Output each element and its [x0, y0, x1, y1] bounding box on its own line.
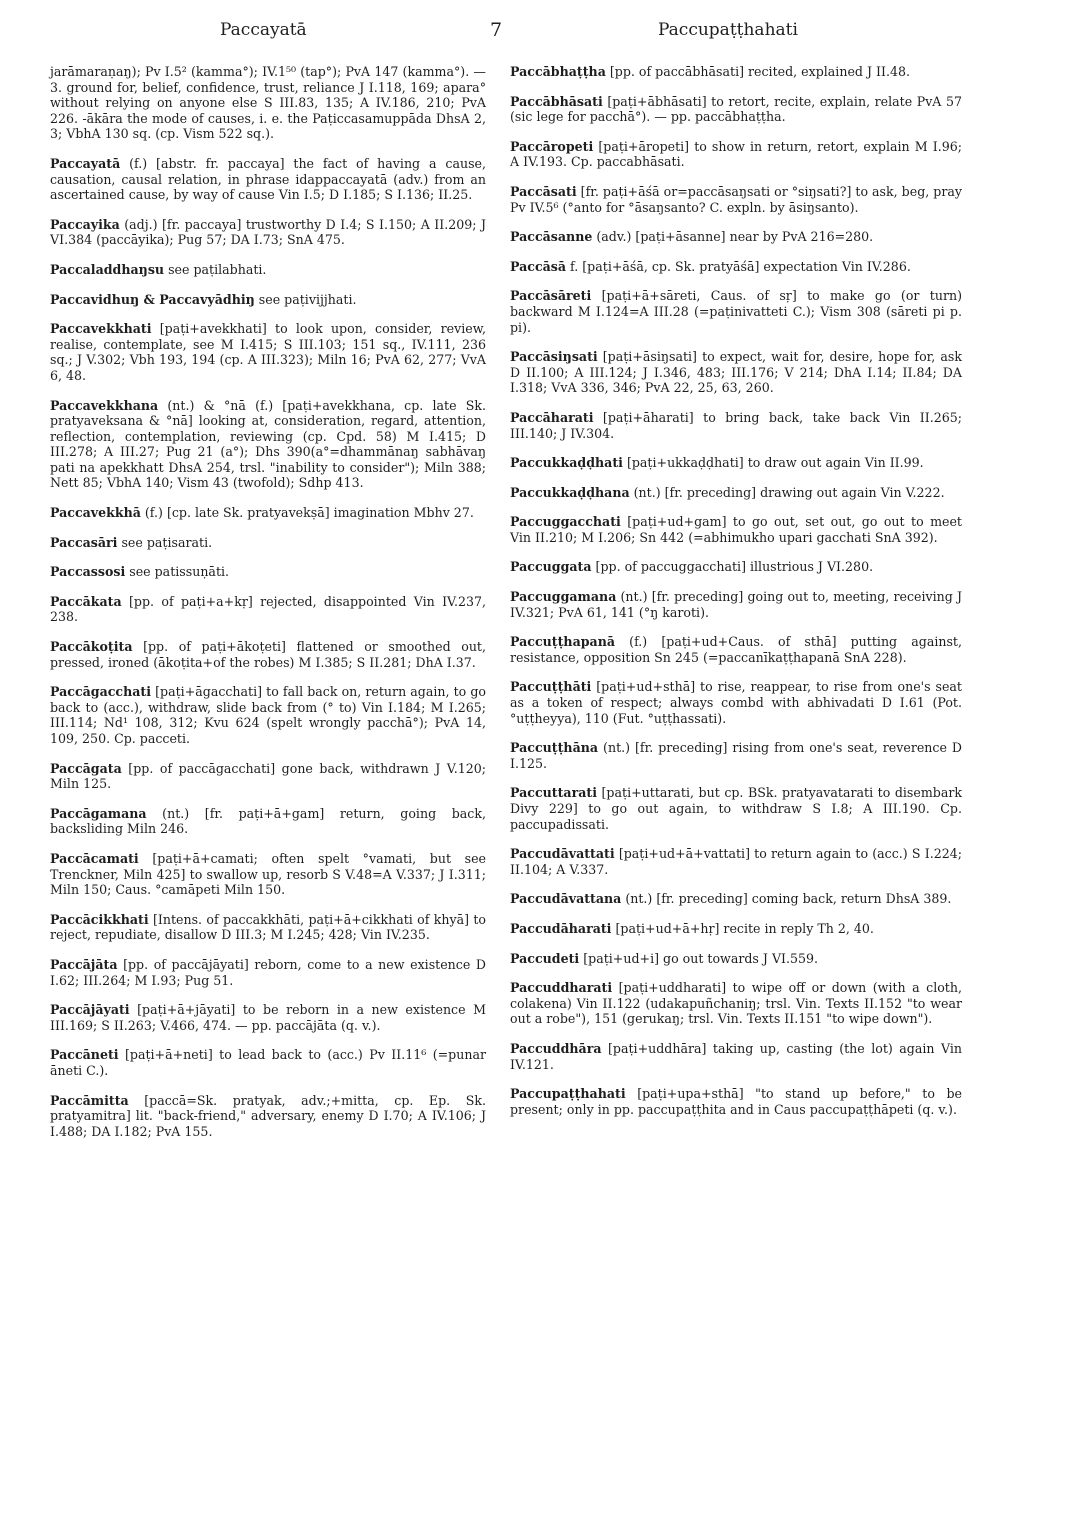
entry-definition: [Intens. of paccakkhāti, paṭi+ā+cikkhati of khyā] to reject, repudiate, disallow D III.3; M I.245; 428; Vin IV.235.	[50, 911, 486, 943]
entry-definition: [pp. of paccuggacchati] illustrious J VI.280.	[591, 559, 874, 575]
headword: Paccākata	[50, 593, 122, 609]
dictionary-entry	[50, 1093, 486, 1140]
page-number: 7	[490, 19, 503, 41]
entry-definition: [paṭi+ā+sāreti, Caus. of sṛ] to make go (or turn) backward M I.124=A III.28 (=paṭinivatteti C.); Vism 308 (sāreti pi p. pi).	[510, 288, 962, 335]
headword: Paccāsanne	[510, 229, 593, 245]
headword: Paccāneti	[50, 1047, 119, 1063]
headword: Paccākoṭita	[50, 639, 133, 655]
entry-definition: [paṭi+uttarati, but cp. BSk. pratyavatarati to disembark Divy 229] to go out again, to withdraw S I.8; A III.190. Cp. paccupadissati.	[510, 785, 962, 832]
dictionary-entry	[510, 485, 962, 501]
dictionary-entry	[50, 912, 486, 943]
headword: Paccukkaḍḍhana	[510, 484, 630, 500]
headword: Paccudāvattati	[510, 846, 615, 862]
headword: Paccuttarati	[510, 785, 597, 801]
headword: Paccaladdhaŋsu	[50, 261, 165, 277]
headword: Paccāgacchati	[50, 684, 152, 700]
headword: Paccājāyati	[50, 1002, 130, 1018]
entry-definition: [paṭi+ud+ā+hṛ] recite in reply Th 2, 40.	[611, 920, 874, 936]
headword: Paccavekkhā	[50, 505, 141, 521]
dictionary-entry	[50, 1002, 486, 1033]
dictionary-entry	[50, 639, 486, 670]
dictionary-entry	[510, 1041, 962, 1072]
dictionary-entry	[50, 1047, 486, 1078]
entry-definition: [paṭi+upa+sthā] "to stand up before," to be present; only in pp. paccupaṭṭhita and in Caus paccupaṭṭhāpeti (q. v.).	[510, 1086, 962, 1117]
entry-definition: [paṭi+ud+i] go out towards J VI.559.	[579, 950, 819, 966]
headword: Paccāmitta	[50, 1092, 129, 1108]
headword: Paccābhāsati	[510, 93, 603, 109]
headword: Paccavekkhati	[50, 321, 152, 337]
entry-definition: [paṭi+ukkaḍḍhati] to draw out again Vin II.99.	[622, 455, 924, 471]
entry-definition: (nt.) [fr. preceding] going out to, meeting, receiving J IV.321; PvA 61, 141 (°ŋ karoti).	[510, 589, 962, 620]
dictionary-entry	[50, 217, 486, 248]
entry-definition: (nt.) & °nā (f.) [paṭi+avekkhana, cp. late Sk. pratyaveksana & °nā] looking at, consideration, regard, attention, reflection, contemplation, reviewing (cp. Cpd. 58) M I.415; D III.278; A III.27; Pug 21 (a°); Dhs 390(a°=dhammānaŋ sabhāvaŋ pati na apekkhatt DhsA 254, trsl. "inability to consider"); Miln 388; Nett 85; VbhA 140; Vism 43 (twofold); Sdhp 413.	[50, 397, 486, 491]
entry-definition: [pp. of paṭi+ākoṭeti] flattened or smoothed out, pressed, ironed (ākoṭita+of the robes) M I.385; S II.281; DhA I.37.	[50, 639, 486, 670]
dictionary-entry	[510, 410, 962, 441]
continued-entry: jarāmaraṇaŋ); Pv I.5² (kamma°); IV.1⁵⁰ (tap°); PvA 147 (kamma°). — 3. ground for, belief, confidence, trust, reliance J I.118, 169; apara° without relying on anyone else S III.83, 135; A IV.186, 210; PvA 226. -ākāra the mode of causes, i. e. the Paṭiccasamuppāda DhsA 2, 3; VbhA 130 sq. (cp. Vism 522 sq.).	[50, 64, 486, 142]
dictionary-entry	[510, 634, 962, 665]
entry-definition: [paṭi+ābhāsati] to retort, recite, explain, relate PvA 57 (sic lege for pacchā°). — pp. paccābhaṭṭha.	[510, 93, 962, 125]
headword: Paccayatā	[50, 155, 121, 171]
entry-definition: (nt.) [fr. preceding] rising from one's seat, reverence D I.125.	[510, 740, 962, 771]
entry-definition: see patissuṇāti.	[125, 564, 230, 580]
dictionary-entry	[510, 514, 962, 545]
running-head-left: Paccayatā	[220, 20, 307, 40]
entry-definition: (f.) [cp. late Sk. pratyavekṣā] imagination Mbhv 27.	[140, 505, 474, 521]
headword: Paccuṭṭhāti	[510, 679, 592, 695]
headword: Paccuggata	[510, 559, 592, 575]
headword: Paccuṭṭhāna	[510, 740, 599, 756]
dictionary-entry	[510, 891, 962, 907]
dictionary-entry	[50, 505, 486, 521]
dictionary-entry	[50, 761, 486, 792]
headword: Paccuggamana	[510, 589, 617, 605]
entry-definition: see paṭisarati.	[117, 534, 213, 550]
headword: Paccudāharati	[510, 920, 612, 936]
headword: Paccayika	[50, 216, 120, 232]
dictionary-entry	[510, 559, 962, 575]
entry-definition: (nt.) [fr. preceding] drawing out again Vin V.222.	[629, 484, 945, 500]
entry-definition: [paṭi+āropeti] to show in return, retort, explain M I.96; A IV.193. Cp. paccabhāsati.	[510, 138, 962, 170]
dictionary-entry	[510, 229, 962, 245]
entry-definition: f. [paṭi+āśā, cp. Sk. pratyāśā] expectation Vin IV.286.	[566, 258, 911, 274]
headword: Paccāsā	[510, 258, 567, 274]
entry-definition: (adv.) [paṭi+āsanne] near by PvA 216=280.	[592, 229, 874, 245]
dictionary-entry	[50, 594, 486, 625]
dictionary-entry	[510, 64, 962, 80]
entry-definition: [paṭi+āharati] to bring back, take back Vin II.265; III.140; J IV.304.	[510, 409, 962, 441]
dictionary-entry	[510, 921, 962, 937]
entry-definition: [paṭi+ā+neti] to lead back to (acc.) Pv II.11⁶ (=punar āneti C.).	[50, 1047, 486, 1078]
dictionary-entry	[510, 288, 962, 335]
dictionary-entry	[510, 139, 962, 170]
dictionary-entry	[50, 806, 486, 837]
headword: Paccasāri	[50, 534, 118, 550]
dictionary-entry	[510, 349, 962, 396]
entry-definition: [pp. of paccāgacchati] gone back, withdrawn J V.120; Miln 125.	[50, 760, 486, 792]
headword: Paccāsati	[510, 183, 577, 199]
dictionary-entry	[510, 184, 962, 215]
headword: Paccukkaḍḍhati	[510, 455, 623, 471]
headword: Paccābhaṭṭha	[510, 64, 606, 79]
dictionary-entry	[510, 455, 962, 471]
headword: Paccāsiŋsati	[510, 349, 598, 365]
dictionary-entry	[50, 851, 486, 898]
headword: Paccāropeti	[510, 138, 594, 154]
entry-definition: [paṭi+ā+camati; often spelt °vamati, but see Trenckner, Miln 425] to swallow up, resorb S V.48=A V.337; J I.311; Miln 150; Caus. °camāpeti Miln 150.	[50, 850, 486, 898]
headword: Paccudeti	[510, 950, 580, 966]
dictionary-entry	[50, 321, 486, 383]
entry-definition: [paṭi+avekkhati] to look upon, consider, review, realise, contemplate, see M I.415; S III.103; 151 sq., IV.111, 236 sq.; J V.302; Vbh 193, 194 (cp. A III.323); Miln 16; PvA 62, 277; VvA 6, 48.	[50, 321, 486, 383]
entry-definition: [fr. paṭi+āśā or=paccāsaŋsati or °siŋsati?] to ask, beg, pray Pv IV.5⁶ (°anto for °āsaŋsanto? C. expln. by āsiŋsanto).	[510, 183, 962, 215]
headword: Paccāgamana	[50, 805, 147, 821]
dictionary-entry	[50, 957, 486, 988]
dictionary-entry	[510, 740, 962, 771]
entry-definition: (nt.) [fr. paṭi+ā+gam] return, going back, backsliding Miln 246.	[50, 805, 486, 837]
headword: Paccavidhuŋ & Paccavyādhiŋ	[50, 291, 255, 307]
headword: Paccudāvattana	[510, 891, 622, 907]
dictionary-entry	[510, 785, 962, 832]
dictionary-entry	[50, 535, 486, 551]
running-head-right: Paccupaṭṭhahati	[658, 20, 798, 40]
entry-definition: [pp. of paccābhāsati] recited, explained J II.48.	[605, 64, 910, 79]
dictionary-entry	[50, 156, 486, 203]
entry-definition: [paṭi+ā+jāyati] to be reborn in a new existence M III.169; S II.263; V.466, 474. — pp. paccājāta (q. v.).	[50, 1002, 486, 1033]
entry-definition: [paṭi+uddhāra] taking up, casting (the lot) again Vin IV.121.	[510, 1040, 962, 1072]
dictionary-entry	[50, 262, 486, 278]
dictionary-entry	[50, 564, 486, 580]
left-column	[50, 64, 486, 1153]
entry-definition: [paccā=Sk. pratyak, adv.;+mitta, cp. Ep. Sk. pratyamitra] lit. "back-friend," adversary, enemy D I.70; A IV.106; J I.488; DA I.182; PvA 155.	[50, 1092, 486, 1139]
headword: Paccavekkhana	[50, 397, 159, 413]
dictionary-entry	[510, 94, 962, 125]
headword: Paccuggacchati	[510, 514, 621, 530]
entry-definition: [paṭi+ud+gam] to go out, set out, go out to meet Vin II.210; M I.206; Sn 442 (=abhimukho upari gacchati SnA 392).	[510, 514, 962, 545]
entry-definition: (adj.) [fr. paccaya] trustworthy D I.4; S I.150; A II.209; J VI.384 (paccāyika); Pug 57; DA I.73; SnA 475.	[50, 216, 486, 248]
headword: Paccācamati	[50, 850, 139, 866]
headword: Paccāgata	[50, 760, 122, 776]
entry-definition: (f.) [paṭi+ud+Caus. of sthā] putting against, resistance, opposition Sn 245 (=paccanīkaṭṭhapanā SnA 228).	[510, 634, 962, 665]
entry-definition: [pp. of paṭi+a+kṛ] rejected, disappointed Vin IV.237, 238.	[50, 593, 486, 625]
headword: Paccuddhāra	[510, 1040, 602, 1056]
dictionary-entry	[50, 292, 486, 308]
dictionary-entry	[510, 679, 962, 726]
headword: Paccassosi	[50, 564, 126, 580]
dictionary-entry	[510, 980, 962, 1027]
entry-definition: see paṭilabhati.	[164, 261, 267, 277]
dictionary-entry	[50, 684, 486, 746]
entry-definition: (nt.) [fr. preceding] coming back, return DhsA 389.	[621, 891, 952, 907]
headword: Paccuṭṭhapanā	[510, 634, 616, 650]
entry-definition: [paṭi+ud+sthā] to rise, reappear, to rise from one's seat as a token of respect; always combd with abhivadati D I.61 (Pot. °uṭṭheyya), 110 (Fut. °uṭṭhassati).	[510, 679, 962, 726]
dictionary-entry	[510, 589, 962, 620]
dictionary-entry	[50, 398, 486, 492]
entry-definition: [pp. of paccājāyati] reborn, come to a new existence D I.62; III.264; M I.93; Pug 51.	[50, 956, 486, 988]
dictionary-entry	[510, 846, 962, 877]
headword: Paccāharati	[510, 409, 594, 425]
dictionary-entry	[510, 1086, 962, 1117]
headword: Paccuddharati	[510, 980, 613, 996]
headword: Paccupaṭṭhahati	[510, 1086, 626, 1102]
entry-definition: [paṭi+ud+ā+vattati] to return again to (acc.) S I.224; II.104; A V.337.	[510, 846, 962, 877]
headword: Paccācikkhati	[50, 911, 149, 927]
entry-definition: (f.) [abstr. fr. paccaya] the fact of having a cause, causation, causal relation, in phrase idappaccayatā (adv.) from an ascertained cause, by way of cause Vin I.5; D I.185; S I.136; II.25.	[50, 155, 486, 203]
right-column	[510, 64, 962, 1131]
headword: Paccāsāreti	[510, 288, 592, 304]
entry-definition: [paṭi+āsiŋsati] to expect, wait for, desire, hope for, ask D II.100; A III.124; J I.346, 483; III.176; V 214; DhA I.14; II.84; DA I.318; VvA 336, 346; PvA 22, 25, 63, 260.	[510, 349, 962, 396]
entry-definition: see paṭivijjhati.	[254, 291, 357, 307]
entry-definition: [paṭi+āgacchati] to fall back on, return again, to go back to (acc.), withdraw, slide back from (° to) Vin I.184; M I.265; III.114; Nd¹ 108, 312; Kvu 624 (spelt wrongly pacchā°); PvA 14, 109, 250. Cp. pacceti.	[50, 684, 486, 746]
dictionary-entry	[510, 259, 962, 275]
dictionary-entry	[510, 951, 962, 967]
entry-definition: [paṭi+uddharati] to wipe off or down (with a cloth, colakena) Vin II.122 (udakapuñchaniŋ; trsl. Vin. Texts II.152 "to wear out a robe"), 151 (gerukaŋ; trsl. Vin. Texts II.151 "to wipe down").	[510, 980, 962, 1027]
headword: Paccājāta	[50, 956, 118, 972]
